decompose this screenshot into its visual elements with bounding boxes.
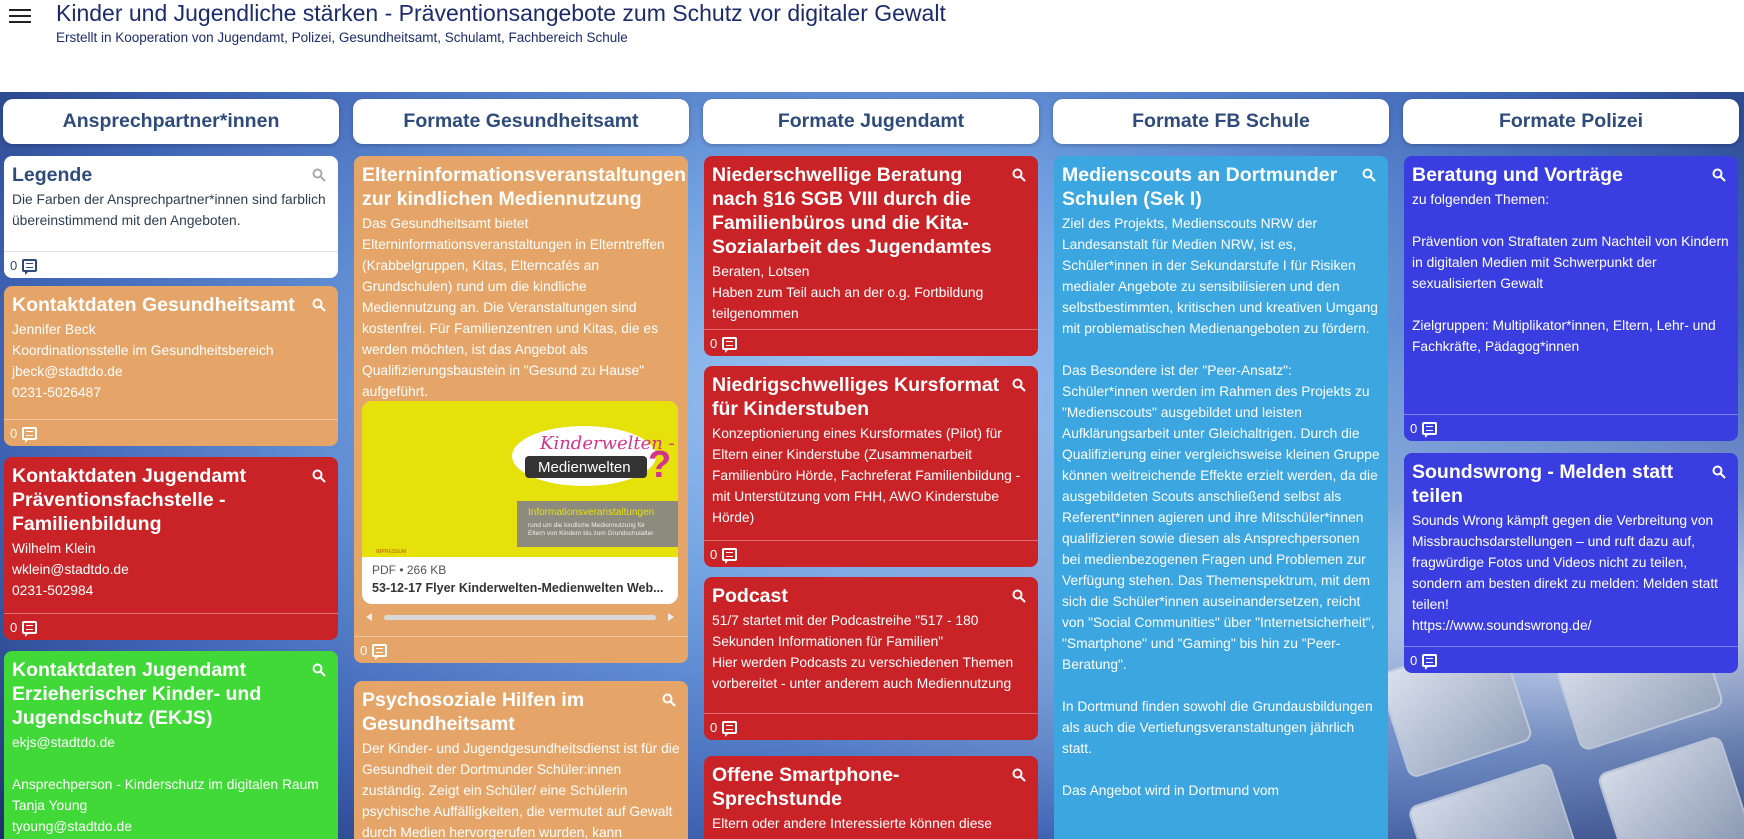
search-icon[interactable] xyxy=(1012,378,1026,392)
column-fb-schule xyxy=(1053,92,1389,839)
card-body: Wilhelm Klein wklein@stadtdo.de 0231-502984 xyxy=(12,541,129,598)
card-body: Das Gesundheitsamt bietet Elterninformationsveranstaltungen in Elterntreffen (Krabbelgruppen, Kitas, Elterncafés an Grundschulen) rund um die kindliche Mediennutzung an. Die Veranstaltungen sind kostenfrei. Für Familienzentren und Kitas, die es werden möchten, ist das Angebot als Qualifizierungsbaustein in "Gesund zu Hause" aufgeführt. xyxy=(362,216,665,399)
card-title: Niederschwellige Beratung nach §16 SGB VIII durch die Familienbüros und die Kita-Sozialarbeit des Jugendamtes xyxy=(712,164,992,258)
card-body: Ziel des Projekts, Medienscouts NRW der Landesanstalt für Medien NRW, ist es, Schüler*innen in der Sekundarstufe I für Risiken medialer Angebote zu sensibilisieren und den selbstbestimmten, kritischen und kreativen Umgang mit problematischen Medienangeboten zu fördern. Das Besondere ist der "Peer-Ansatz": Schüler*innen werden im Rahmen des Projekts zu "Medienscouts" ausgebildet und leisten Aufklärungsarbeit unter Gleichaltrigen. Durch die Qualifizierung einer vergleichsweise kleinen Gruppe können weitreichende Effekte erzielt werden, da die ausgebildeten Scouts anschließend selbst als Referent*innen agieren und ihre Mitschüler*innen qualifizieren sowie diesen als Ansprechpersonen bei medienbezogenen Fragen und Problemen zur Verfügung stehen. Das Themenspektrum, mit dem sich die Schüler*innen auseinandersetzen, reicht von "Social Communities" über "Internetsicherheit", "Smartphone" und "Gaming" bis hin zu "Peer-Beratung". In Dortmund finden sowohl die Grundausbildungen als auch die Vertiefungsveranstaltungen jährlich statt. Das Angebot wird in Dortmund vom xyxy=(1062,216,1380,798)
card-body: zu folgenden Themen: Prävention von Straftaten zum Nachteil von Kindern in digitalen Medien mit Schwerpunkt der sexualisierten Gewalt Zielgruppen: Multiplikator*innen, Eltern, Lehr- und Fachkräfte, Pädagog*innen xyxy=(1412,192,1729,354)
card-title: Beratung und Vorträge xyxy=(1412,164,1623,186)
comment-button[interactable] xyxy=(1404,414,1738,441)
comment-count: 0 xyxy=(10,257,18,273)
card-title: Kontaktdaten Gesundheitsamt xyxy=(12,294,295,316)
comment-count: 0 xyxy=(1410,652,1418,668)
page-subtitle: Erstellt in Kooperation von Jugendamt, Polizei, Gesundheitsamt, Schulamt, Fachbereich Schule xyxy=(56,30,628,45)
search-icon[interactable] xyxy=(312,469,326,483)
card-medienscouts[interactable] xyxy=(1054,156,1388,839)
column-header: Ansprechpartner*innen xyxy=(3,99,339,144)
search-icon[interactable] xyxy=(1712,465,1726,479)
card-kontakt-jugendamt-praevention[interactable] xyxy=(4,457,338,640)
search-icon[interactable] xyxy=(1012,768,1026,782)
comment-icon xyxy=(22,427,37,440)
comment-count: 0 xyxy=(1410,420,1418,436)
comment-button[interactable] xyxy=(704,329,1038,356)
card-beratung-vortraege[interactable] xyxy=(1404,156,1738,441)
card-title: Niedrigschwelliges Kursformat für Kinderstuben xyxy=(712,374,1000,420)
comment-icon xyxy=(22,259,37,272)
card-title: Kontaktdaten Jugendamt Präventionsfachstelle - Familienbildung xyxy=(12,465,247,535)
hamburger-menu-icon[interactable] xyxy=(9,9,31,25)
thumb-line-2: rund um die kindliche Mediennutzung für xyxy=(528,522,646,529)
pdf-attachment[interactable] xyxy=(362,401,678,604)
search-icon[interactable] xyxy=(312,298,326,312)
card-title: Soundswrong - Melden statt teilen xyxy=(1412,461,1674,507)
column-header: Formate Gesundheitsamt xyxy=(353,99,689,144)
comment-button[interactable] xyxy=(4,613,338,640)
thumb-footer: IMPRESSUM xyxy=(376,549,407,555)
card-elterninformation[interactable] xyxy=(354,156,688,663)
page-header xyxy=(0,0,1744,92)
card-psychosoziale-hilfen[interactable] xyxy=(354,681,688,839)
comment-count: 0 xyxy=(10,619,18,635)
search-icon[interactable] xyxy=(1712,168,1726,182)
flyer-preview-image xyxy=(362,401,678,557)
scroll-left-icon[interactable] xyxy=(366,613,372,621)
comment-icon xyxy=(722,548,737,561)
attachment-filename: 53-12-17 Flyer Kinderwelten-Medienwelten Web... xyxy=(372,581,664,595)
card-podcast[interactable] xyxy=(704,577,1038,740)
thumb-title-2: Medienwelten xyxy=(538,459,631,476)
comment-count: 0 xyxy=(360,642,368,658)
card-body: 51/7 startet mit der Podcastreihe "517 - 180 Sekunden Informationen für Familien" Hier werden Podcasts zu verschiedenen Themen vorbereitet - unter anderem auch Mediennutzung xyxy=(712,613,1014,691)
attachment-meta: PDF • 266 KB xyxy=(372,563,447,577)
comment-icon xyxy=(372,644,387,657)
card-title: Offene Smartphone-Sprechstunde xyxy=(712,764,900,810)
search-icon[interactable] xyxy=(1012,168,1026,182)
comment-icon xyxy=(1422,422,1437,435)
comment-button[interactable] xyxy=(4,419,338,446)
question-mark-icon: ? xyxy=(648,444,672,486)
card-body: Sounds Wrong kämpft gegen die Verbreitung von Missbrauchsdarstellungen – und ruft dazu auf, fragwürdige Fotos und Videos nicht zu teilen, sondern am besten direkt zu melden: Melden statt teilen! https://www.soundswrong.de/ xyxy=(1412,513,1718,633)
search-icon[interactable] xyxy=(312,168,326,182)
attachment-scrollbar[interactable] xyxy=(362,611,678,623)
column-header: Formate FB Schule xyxy=(1053,99,1389,144)
card-body: ekjs@stadtdo.de Ansprechperson - Kinderschutz im digitalen Raum Tanja Young tyoung@stadtdo.de xyxy=(12,735,319,834)
thumb-title-1: Kinderwelten - xyxy=(540,433,675,454)
card-niederschwellige-beratung[interactable] xyxy=(704,156,1038,356)
card-title: Podcast xyxy=(712,585,788,607)
search-icon[interactable] xyxy=(312,663,326,677)
card-body: Der Kinder- und Jugendgesundheitsdienst ist für die Gesundheit der Dortmunder Schüler:innen zuständig. Zeigt ein Schüler/ eine Schülerin psychische Auffälligkeiten, die vermutet auf Gewalt durch Medien hervorgerufen wurden, kann xyxy=(362,741,680,839)
card-kursformat-kinderstuben[interactable] xyxy=(704,366,1038,567)
card-title: Legende xyxy=(12,164,93,186)
comment-icon xyxy=(722,721,737,734)
card-title: Elterninformationsveranstaltungen zur kindlichen Mediennutzung xyxy=(362,164,686,210)
comment-button[interactable] xyxy=(354,636,688,663)
card-title: Medienscouts an Dortmunder Schulen (Sek I) xyxy=(1062,164,1338,210)
comment-count: 0 xyxy=(710,335,718,351)
comment-button[interactable] xyxy=(4,251,338,278)
card-legende[interactable] xyxy=(4,156,338,278)
comment-count: 0 xyxy=(710,719,718,735)
card-body: Die Farben der Ansprechpartner*innen sind farblich übereinstimmend mit den Angeboten. xyxy=(12,192,326,228)
search-icon[interactable] xyxy=(1362,168,1376,182)
card-smartphone-sprechstunde[interactable] xyxy=(704,756,1038,839)
card-kontakt-jugendamt-ekjs[interactable] xyxy=(4,651,338,839)
thumb-line-3: Eltern von Kindern bis zum Grundschulalter xyxy=(528,530,654,537)
card-title: Psychosoziale Hilfen im Gesundheitsamt xyxy=(362,689,585,735)
card-body: Konzeptionierung eines Kursformates (Pilot) für Eltern einer Kinderstube (Zusammenarbeit Familienbüro Hörde, Fachreferat Familienbildung - mit Unterstützung vom FHH, AWO Kinderstube Hörde) xyxy=(712,426,1021,525)
card-body: Jennifer Beck Koordinationsstelle im Gesundheitsbereich jbeck@stadtdo.de 0231-5026487 xyxy=(12,322,274,400)
card-body: Eltern oder andere Interessierte können diese xyxy=(712,816,992,831)
thumb-line-1: Informationsveranstaltungen xyxy=(528,507,655,518)
column-gesundheitsamt xyxy=(353,92,689,839)
column-ansprechpartner xyxy=(3,92,339,839)
comment-count: 0 xyxy=(710,546,718,562)
comment-icon xyxy=(722,337,737,350)
search-icon[interactable] xyxy=(1012,589,1026,603)
column-polizei xyxy=(1403,92,1739,839)
search-icon[interactable] xyxy=(662,693,676,707)
comment-button[interactable] xyxy=(704,713,1038,740)
comment-icon xyxy=(22,621,37,634)
comment-button[interactable] xyxy=(1404,646,1738,673)
column-header: Formate Jugendamt xyxy=(703,99,1039,144)
card-body: Beraten, Lotsen Haben zum Teil auch an der o.g. Fortbildung teilgenommen xyxy=(712,264,984,321)
board-wall xyxy=(0,92,1744,839)
scroll-thumb[interactable] xyxy=(384,615,656,620)
card-kontakt-gesundheitsamt[interactable] xyxy=(4,286,338,446)
column-jugendamt xyxy=(703,92,1039,839)
column-header: Formate Polizei xyxy=(1403,99,1739,144)
pdf-thumbnail xyxy=(362,401,678,557)
card-soundswrong[interactable] xyxy=(1404,453,1738,673)
comment-button[interactable] xyxy=(704,540,1038,567)
comment-icon xyxy=(1422,654,1437,667)
scroll-right-icon[interactable] xyxy=(668,613,674,621)
card-title: Kontaktdaten Jugendamt Erzieherischer Kinder- und Jugendschutz (EKJS) xyxy=(12,659,262,729)
comment-count: 0 xyxy=(10,425,18,441)
page-title: Kinder und Jugendliche stärken - Präventionsangebote zum Schutz vor digitaler Gewalt xyxy=(56,0,946,26)
